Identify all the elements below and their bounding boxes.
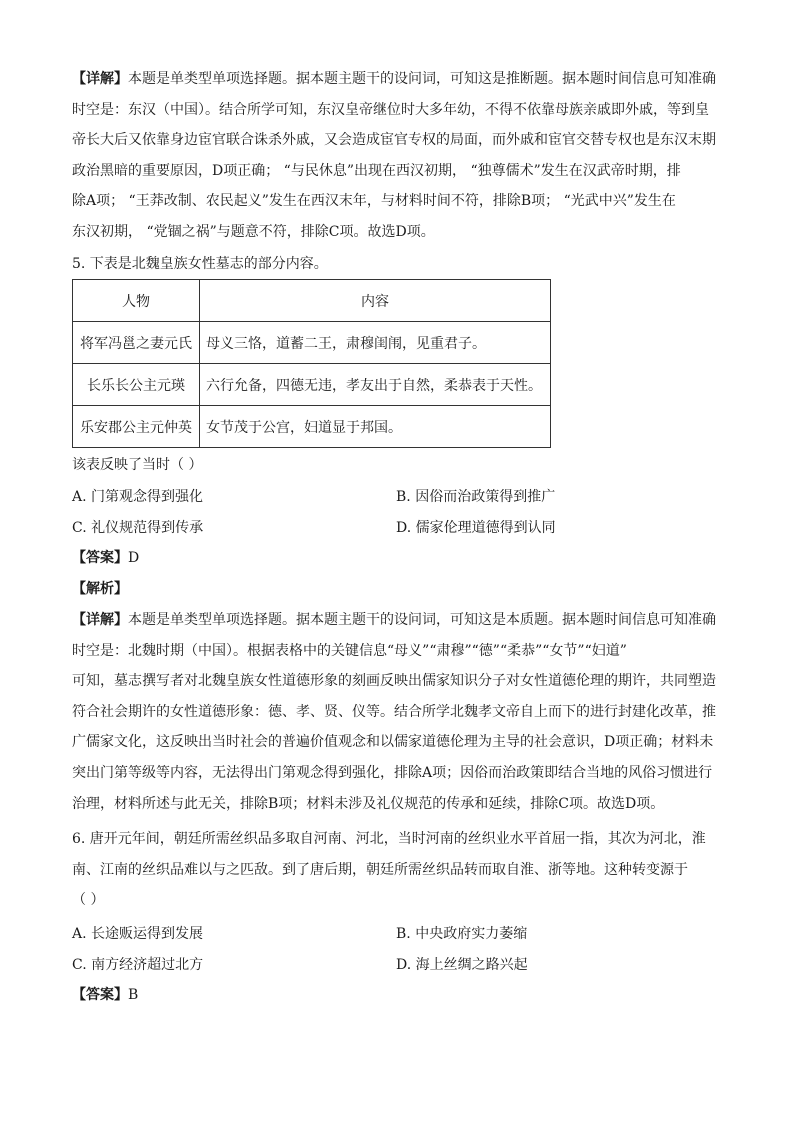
q5-option-d: D. 儒家伦理道德得到认同 [396,520,556,536]
q4-detail-line-3: 帝长大后又依靠身边宦官联合诛杀外戚，又会造成宦官专权的局面，而外戚和宦官交替专权也是东汉末期 [72,132,716,149]
table-cell-person: 长乐长公主元瑛 [73,364,200,406]
q5-option-a: A. 门第观念得到强化 [72,489,204,505]
q6-stem-line-2: 南、江南的丝织品难以与之匹敌。到了唐后期，朝廷所需丝织品转而取自淮、浙等地。这种转变源于 [72,861,688,878]
q5-detail-text: 本题是单类型单项选择题。据本题主题干的设问词，可知这是本质题。据本题时间信息可知准确 [128,612,716,628]
table-header-cell: 人物 [73,280,200,322]
table-cell-person: 乐安郡公主元仲英 [73,406,200,448]
table-header-cell: 内容 [200,280,551,322]
table-cell-content: 六行允备，四德无违，孝友出于自然，柔恭表于天性。 [200,364,551,406]
q5-answer [72,543,732,574]
q6-option-c: C. 南方经济超过北方 [72,957,204,973]
q5-option-b: B. 因俗而治政策得到推广 [396,489,556,505]
table-header-row [73,280,551,322]
q5-analysis-heading [72,574,732,605]
q5-question-text: 该表反映了当时（ ） [72,457,203,473]
q6-option-d: D. 海上丝绸之路兴起 [396,957,528,973]
table-cell-content: 母义三恪，道蓄二王，肃穆闺闱，见重君子。 [200,322,551,364]
answer-value: D [128,550,140,566]
q4-detail-line-4: 政治黑暗的重要原因，D项正确； “与民休息”出现在西汉初期， “独尊儒术”发生在汉武帝时期，排 [72,162,681,179]
q6-option-a: A. 长途贩运得到发展 [72,926,204,942]
q6-option-b: B. 中央政府实力萎缩 [396,926,528,942]
q5-detail-line-4: 符合社会期许的女性道德形象：德、孝、贤、仪等。结合所学北魏孝文帝自上而下的进行封建化改革，推 [72,703,716,720]
q5-detail-line-5: 广儒家文化，这反映出当时社会的普遍价值观念和以儒家道德伦理为主导的社会意识，D项正确；材料未 [72,734,714,751]
q5-detail-line-3: 可知，墓志撰写者对北魏皇族女性道德形象的刻画反映出儒家知识分子对女性道德伦理的期许，共同塑造 [72,673,716,690]
q4-detail-line-2: 时空是：东汉（中国）。结合所学可知，东汉皇帝继位时大多年幼，不得不依靠母族亲戚即外戚，等到皇 [72,101,709,118]
q4-detail-line-6: 东汉初期， “党锢之祸”与题意不符，排除C项。故选D项。 [72,223,435,240]
q5-detail-line-1 [72,605,732,636]
detail-tag: 【详解】 [72,71,128,87]
q4-detail-line-1 [72,64,732,95]
q5-option-c: C. 礼仪规范得到传承 [72,520,204,536]
q6-stem [72,824,732,916]
q5-stem-text: 5. 下表是北魏皇族女性墓志的部分内容。 [72,256,328,272]
q5-detail-line-7: 治理，材料所述与此无关，排除B项；材料未涉及礼仪规范的传承和延续，排除C项。故选D项。 [72,795,665,812]
table-cell-content: 女节茂于公宫，妇道显于邦国。 [200,406,551,448]
q6-stem-line-3: （ ） [72,892,105,909]
answer-tag: 【答案】 [72,987,128,1003]
q6-stem-line-1: 6. 唐开元年间，朝廷所需丝织品多取自河南、河北，当时河南的丝织业水平首屈一指，其次为河北，淮 [72,831,706,847]
table-row [73,406,551,448]
q4-detail-block [72,64,732,248]
table-row [73,364,551,406]
answer-value: B [128,987,139,1003]
q5-question [72,450,732,481]
table-cell-person: 将军冯邕之妻元氏 [73,322,200,364]
q6-answer [72,980,732,1011]
q5-detail-line-6: 突出门第等级等内容，无法得出门第观念得到强化，排除A项；因俗而治政策即结合当地的风俗习惯进行 [72,764,713,781]
table-row [73,322,551,364]
analysis-tag: 【解析】 [72,581,128,597]
q5-stem [72,249,732,280]
answer-tag: 【答案】 [72,550,128,566]
q5-detail-block [72,605,732,819]
q4-detail-line-5: 除A项； “王莽改制、农民起义”发生在西汉末年，与材料时间不符，排除B项； “光武中兴”发生在 [72,193,676,210]
q4-detail-text: 本题是单类型单项选择题。据本题主题干的设问词，可知这是推断题。据本题时间信息可知准确 [128,71,716,87]
q5-table [72,279,551,448]
detail-tag: 【详解】 [72,612,128,628]
q5-detail-line-2: 时空是：北魏时期（中国）。根据表格中的关键信息“母义”“肃穆”“德”“柔恭”“女节”“妇道” [72,642,627,659]
